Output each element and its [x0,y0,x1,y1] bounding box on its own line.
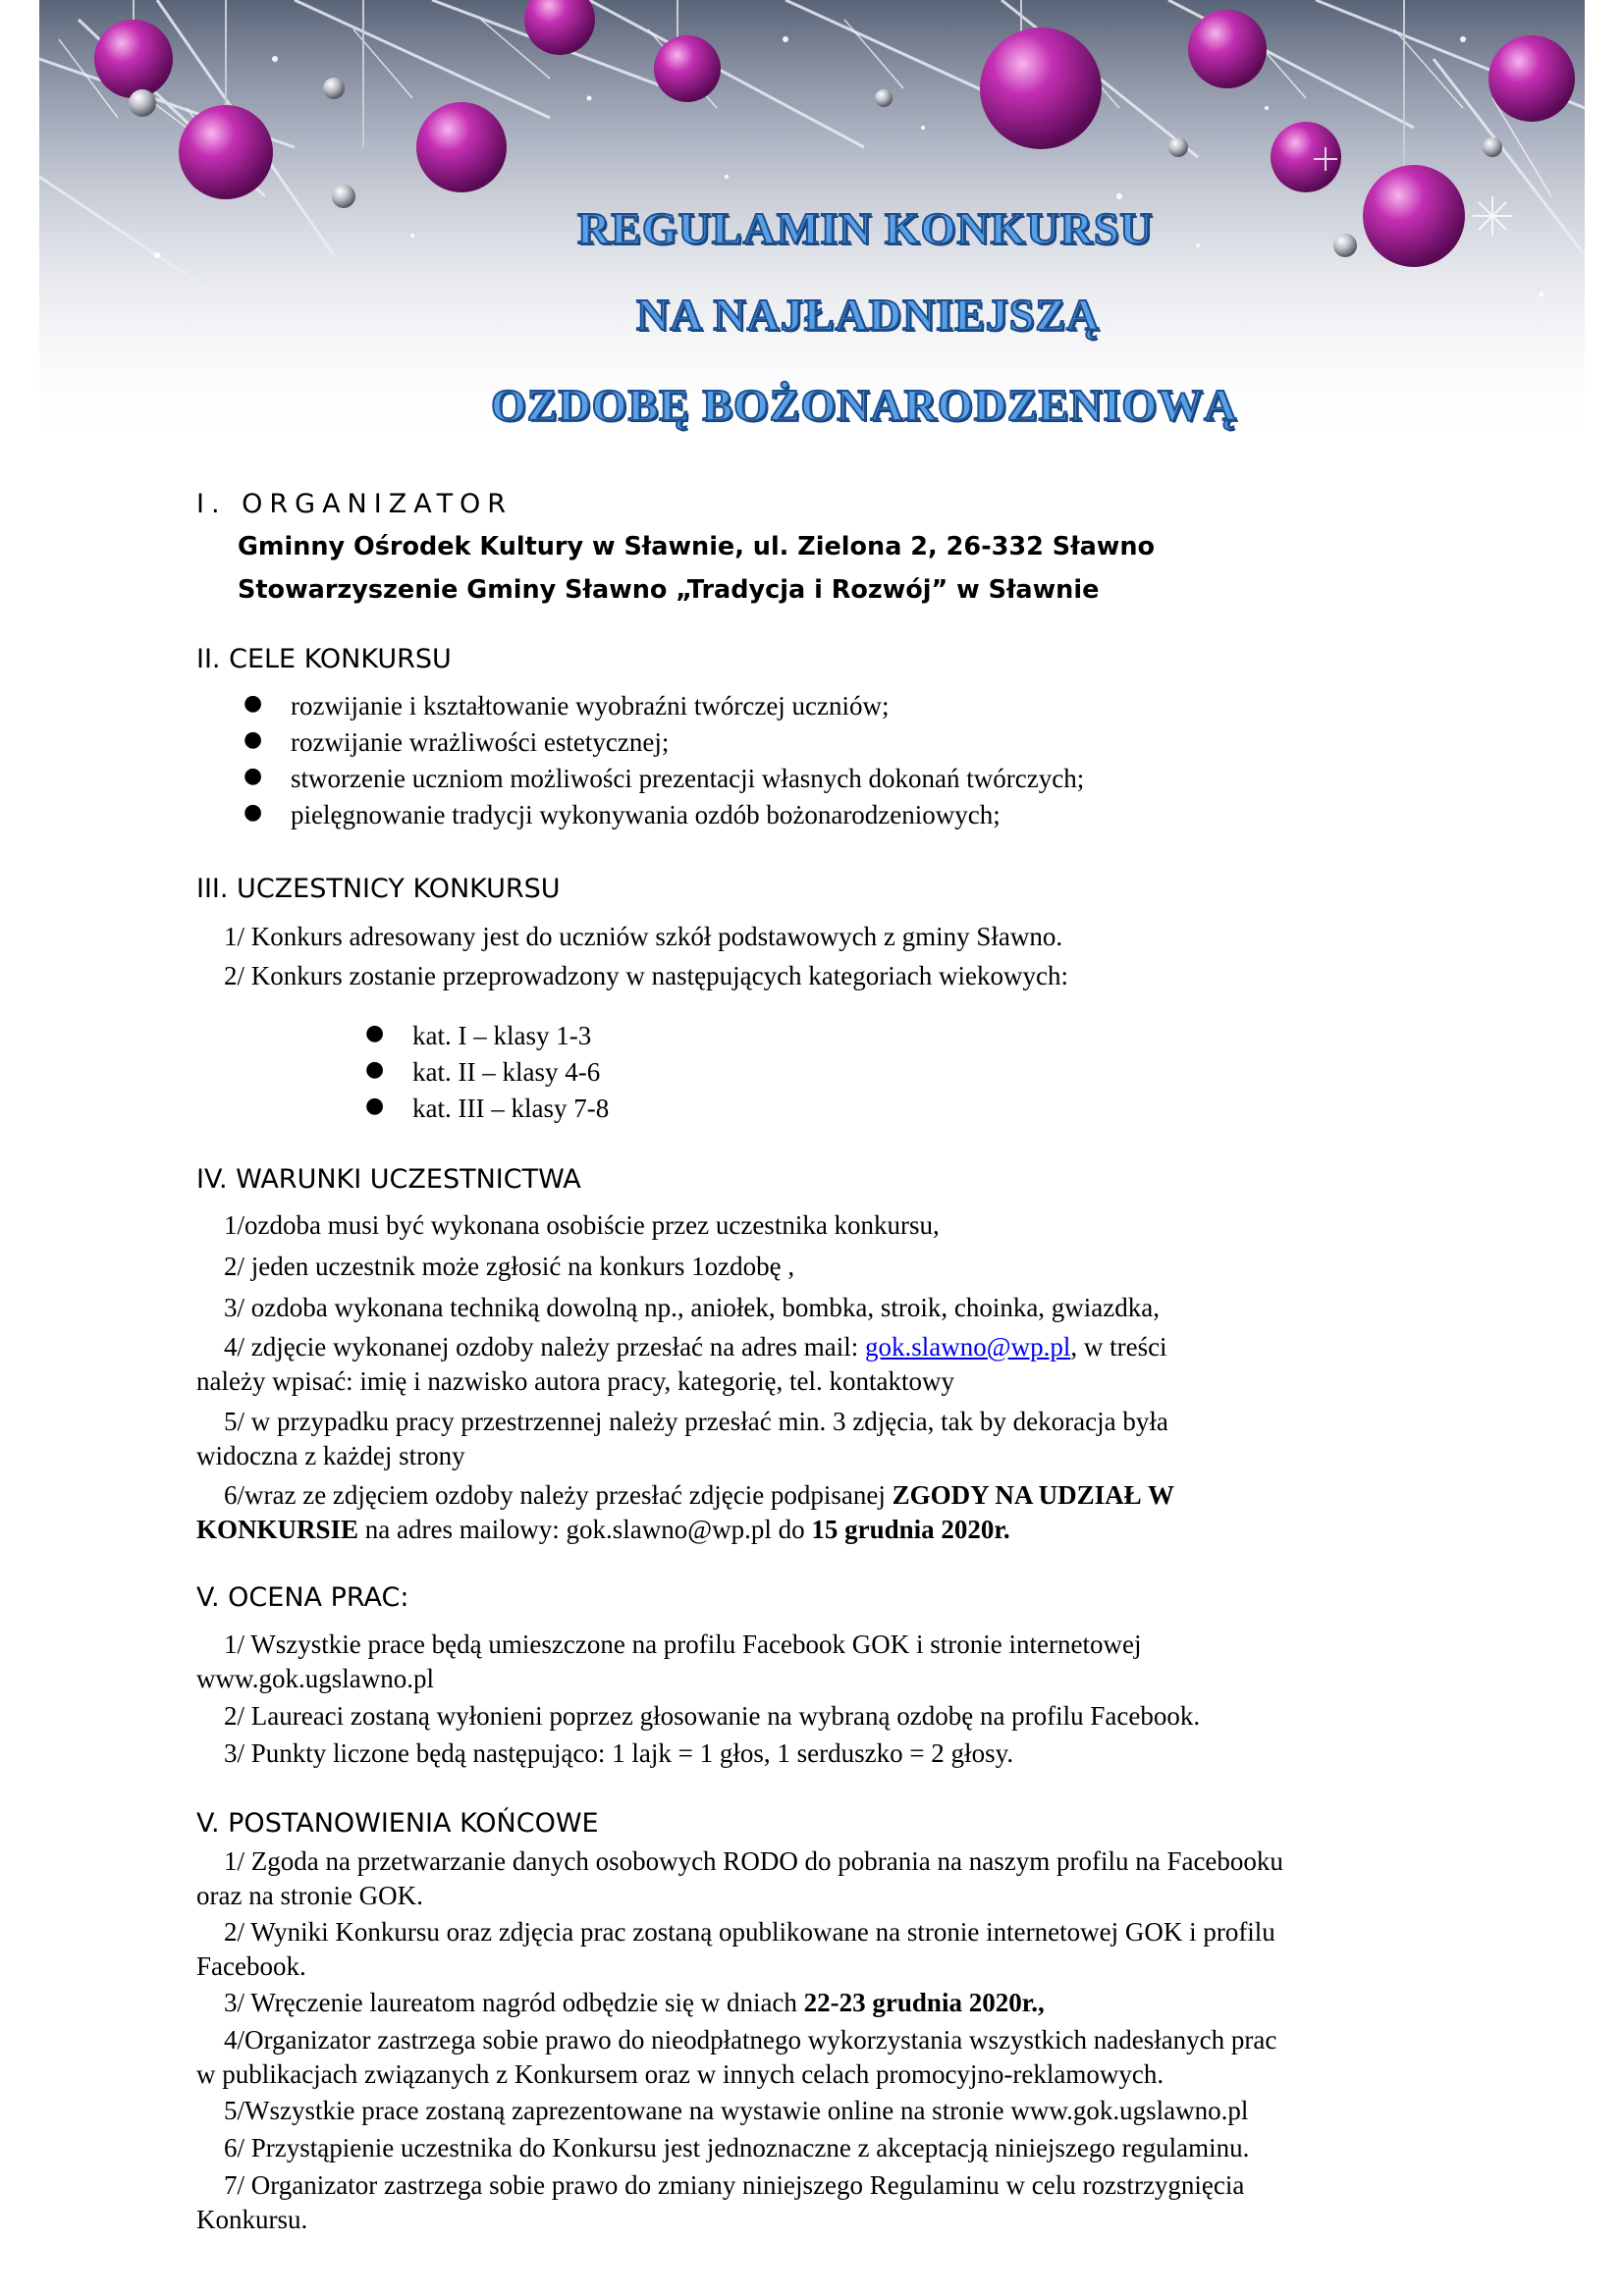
final-paragraph-7: 7/ Organizator zastrzega sobie prawo do zmiany niniejszego Regulaminu w celu rozstrzygnięcia [224,2170,1245,2200]
evaluation-paragraph-2: 2/ Laureaci zostaną wyłonieni poprzez głosowanie na wybraną ozdobę na profilu Facebook. [224,1701,1201,1731]
email-link[interactable]: gok.slawno@wp.pl [864,1332,1071,1362]
bullet-icon: ● [365,1021,385,1045]
section-participants-heading: III. UCZESTNICY KONKURSU [196,874,561,904]
bullet-icon: ● [244,800,263,825]
conditions-paragraph-4: 4/ zdjęcie wykonanej ozdoby należy przesłać na adres mail: gok.slawno@wp.pl, w treści [224,1332,1167,1362]
bullet-icon: ● [244,691,263,716]
conditions-paragraph-1: 1/ozdoba musi być wykonana osobiście przez uczestnika konkursu, [224,1210,940,1240]
section-organizer-heading: I. ORGANIZATOR [196,489,514,519]
organizer-line-2: Stowarzyszenie Gminy Sławno „Tradycja i Rozwój” w Sławnie [238,575,1100,605]
final-paragraph-2-cont: Facebook. [196,1951,306,1981]
final-paragraph-2: 2/ Wyniki Konkursu oraz zdjęcia prac zostaną opublikowane na stronie internetowej GOK i profilu [224,1917,1275,1947]
participants-paragraph-2: 2/ Konkurs zostanie przeprowadzony w następujących kategoriach wiekowych: [224,961,1068,990]
participants-paragraph-1: 1/ Konkurs adresowany jest do uczniów szkół podstawowych z gminy Sławno. [224,922,1063,951]
conditions-paragraph-5-cont: widoczna z każdej strony [196,1441,465,1470]
section-conditions-heading: IV. WARUNKI UCZESTNICTWA [196,1164,581,1195]
conditions-paragraph-6: 6/wraz ze zdjęciem ozdoby należy przesłać zdjęcie podpisanej ZGODY NA UDZIAŁ W [224,1480,1174,1510]
conditions-paragraph-2: 2/ jeden uczestnik może zgłosić na konkurs 1ozdobę , [224,1252,795,1281]
final-paragraph-6: 6/ Przystąpienie uczestnika do Konkursu jest jednoznaczne z akceptacją niniejszego regulaminu. [224,2133,1250,2163]
evaluation-paragraph-1: 1/ Wszystkie prace będą umieszczone na profilu Facebook GOK i stronie internetowej [224,1629,1142,1659]
list-item: ● pielęgnowanie tradycji wykonywania ozdób bożonarodzeniowych; [244,800,1001,829]
final-paragraph-1-cont: oraz na stronie GOK. [196,1881,423,1910]
final-paragraph-5: 5/Wszystkie prace zostaną zaprezentowane na wystawie online na stronie www.gok.ugslawno.pl [224,2096,1249,2125]
evaluation-paragraph-3: 3/ Punkty liczone będą następująco: 1 lajk = 1 głos, 1 serduszko = 2 głosy. [224,1738,1014,1768]
list-item: ● kat. II – klasy 4-6 [365,1057,601,1087]
evaluation-paragraph-1-cont: www.gok.ugslawno.pl [196,1664,434,1693]
final-paragraph-3: 3/ Wręczenie laureatom nagród odbędzie się w dniach 22-23 grudnia 2020r., [224,1988,1045,2017]
list-item: ● rozwijanie i kształtowanie wyobraźni twórczej uczniów; [244,691,890,721]
bullet-icon: ● [244,764,263,788]
title-line-2: NA NAJŁADNIEJSZĄ [636,290,1101,340]
section-goals-heading: II. CELE KONKURSU [196,644,452,674]
conditions-paragraph-3: 3/ ozdoba wykonana techniką dowolną np., aniołek, bombka, stroik, choinka, gwiazdka, [224,1293,1161,1322]
final-paragraph-4: 4/Organizator zastrzega sobie prawo do nieodpłatnego wykorzystania wszystkich nadesłanych prac [224,2025,1277,2055]
section-evaluation-heading: V. OCENA PRAC: [196,1582,409,1613]
section-final-provisions-heading: V. POSTANOWIENIA KOŃCOWE [196,1808,599,1839]
conditions-paragraph-4-cont: należy wpisać: imię i nazwisko autora pracy, kategorię, tel. kontaktowy [196,1366,954,1396]
title-line-1: REGULAMIN KONKURSU [577,203,1154,253]
list-item: ● kat. III – klasy 7-8 [365,1094,610,1123]
final-paragraph-4-cont: w publikacjach związanych z Konkursem oraz w innych celach promocyjno-reklamowych. [196,2059,1164,2089]
conditions-paragraph-6-cont: KONKURSIE na adres mailowy: gok.slawno@wp.pl do 15 grudnia 2020r. [196,1515,1010,1544]
bullet-icon: ● [244,727,263,752]
list-item: ● rozwijanie wrażliwości estetycznej; [244,727,670,757]
conditions-paragraph-5: 5/ w przypadku pracy przestrzennej należy przesłać min. 3 zdjęcia, tak by dekoracja była [224,1407,1168,1436]
list-item: ● kat. I – klasy 1-3 [365,1021,592,1050]
title-line-3: OZDOBĘ BOŻONARODZENIOWĄ [491,380,1238,430]
bullet-icon: ● [365,1094,385,1118]
bullet-icon: ● [365,1057,385,1082]
list-item: ● stworzenie uczniom możliwości prezentacji własnych dokonań twórczych; [244,764,1085,793]
final-paragraph-7-cont: Konkursu. [196,2205,308,2234]
organizer-line-1: Gminny Ośrodek Kultury w Sławnie, ul. Zielona 2, 26-332 Sławno [238,532,1156,561]
final-paragraph-1: 1/ Zgoda na przetwarzanie danych osobowych RODO do pobrania na naszym profilu na Facebooku [224,1846,1283,1876]
